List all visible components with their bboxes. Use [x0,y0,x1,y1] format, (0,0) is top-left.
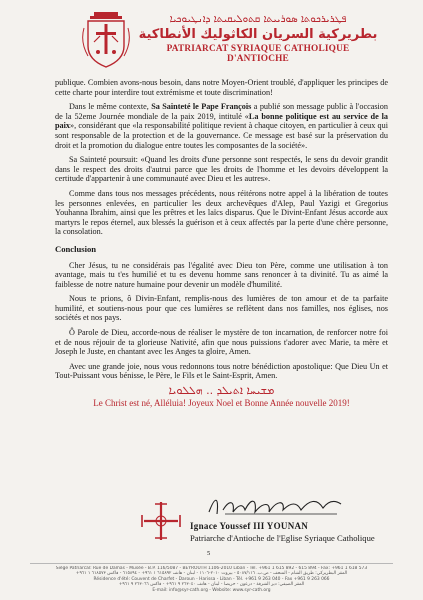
page-number: 5 [207,550,211,557]
signature-cross-icon [140,500,182,542]
pope-name: Sa Sainteté le Pape François [151,102,252,112]
message-title: La bonne politique est au service de la paix [55,111,388,131]
paragraph-2-b: a publié son message public à l'occasion de la 52eme Journée mondiale de la paix 2019, intitulé « [55,102,388,121]
paragraph-2 [55,102,388,150]
paragraph-5: Cher Jésus, tu ne considérais pas l'égalité avec Dieu ton Père, comme une utilisation à ton avantage, mais tu t'es humilié et tu es devenu homme sans renoncer à ta divinité. Tu as aimé la faiblesse de notre nature humaine pour devenir un modèle d'humilité. [55,260,388,289]
signatory-title: Patriarche d'Antioche de l'Eglise Syriaque Catholique [190,533,375,543]
letterhead-arabic: بطريركية السريان الكاثوليك الأنطاكية [138,27,378,42]
letter-body [55,78,388,412]
conclusion-heading: Conclusion [55,243,97,254]
footer-divider [30,563,393,564]
paragraph-2-c: », considérant que «la responsabilité politique revient à chaque citoyen, en particulier à ceux qui sont responsable de la protection et de la gouvernance. Ce message est basé sur la préservation du droit et la promotion du dialogue entre toutes les composantes de la société». [55,121,388,150]
footer-line-4: المقر الصيفي: دير الشرفة - درعون - حريصا - لبنان - هاتف ٢٦٣٠٤٠ ٩ ٩٦١+ - فاكس ٢٦٣٠٦٦ ٩ ٩٦١+ [118,582,305,588]
footer-line-3: Résidence d'été: Couvent de Charfet - Daroun - Harissa - Liban - Tél. +961 9 263 040 - Fax +961 9 263 066 [93,576,330,582]
paragraph-7: Ô Parole de Dieu, accorde-nous de réaliser le mystère de ton incarnation, de renforcer notre foi et de nous réjouir de ta glorieuse Nativité, afin que nous puissions t'adorer avec Marie, ta mère et Joseph le Juste, en chantant avec les Anges ta gloire, Amen. [55,328,388,357]
signatory-name: Ignace Youssef III YOUNAN [190,521,309,531]
paragraph-2-a: Dans le même contexte, [69,102,152,112]
footer-line-2: المقر البطريركي: طريق الشام - المتحف - ص.ب. ٥٠٨٧/١١٦ - بيروت ٢٠١٠-١١٠٦ - لبنان - هاتف ٦١٥٨٩٢ ١ ٩٦١+ - ٦١٥٨٩٤ - فاكس ٦١٨٥٧٣ ١ ٩٦١+ [75,571,348,577]
patriarchal-crest-icon [80,12,132,70]
letterhead-latin: PATRIARCAT SYRIAQUE CATHOLIQUE D'ANTIOCHE [166,44,350,64]
paragraph-8: Avec une grande joie, nous vous redonnons tous notre bénédiction apostolique: Que Dieu Un et Tout-Puissant vous bénisse, le Père, le Fils et le Saint-Esprit, Amen. [55,361,388,381]
paragraph-6: Nous te prions, ô Divin-Enfant, remplis-nous des lumières de ton amour et de ta parfaite humilité, et soutiens-nous pour que ces lumières se reflètent dans nos familles, nos églises, nos sociétés et nos pays. [55,294,388,323]
footer-line-1: Siège Patriarcal: Rue de Damas - Musée - B.P. 116/5087 - BEYROUTH 1106-2010 Liban - Tél. +961 1 615 892 - 615 894 - Fax: +961 1 618 573 [55,566,368,571]
letterhead-syriac: ܦܛܪܝܪܟܘܬܐ ܣܘܪܝܝܬܐ ܩܬܘܠܝܩܝܬܐ ܕܐܢܛܝܘܟܝܐ [169,14,347,25]
paragraph-3: Sa Sainteté poursuit: «Quand les droits d'une personne sont respectés, le sens du devoir grandit dans le respect des droits d'autrui parce que les droits de l'homme et les devoirs développent la certitude d'appartenir à une communauté avec Dieu et les autres». [55,155,388,184]
paragraph-4: Comme dans tous nos messages précédents, nous réitérons notre appel à la libération de toutes les personnes enlevées, en particulier les deux archevêques d'Alep, Paul Yazigi et Gregorius Youhanna Ibrahim, ainsi que les prêtres et les laïcs disparus. Que le Divint-Enfant Jésus accorde aux martyrs le repos éternel, aux blessés la guérison et à ceux affectés par la perte d'une chère personne, la consolation. [55,188,388,237]
syriac-greeting: ܡܫܝܚܐ ܐܬܝܠܕ .. ܗܠܠܘܝܐ [168,384,275,398]
footer-line-5: E-mail: info@syr-cath.org - Website: www.syr-cath.org [152,587,271,593]
paragraph-1: publique. Combien avons-nous besoin, dans notre Moyen-Orient troublé, d'appliquer les principes de cette charte pour interdire tout extrémisme et toute discrimination! [55,78,388,97]
letterhead [138,14,378,64]
letter-footer [30,566,393,593]
handwritten-signature-icon [205,494,345,518]
christmas-greeting: Le Christ est né, Alléluia! Joyeux Noel et Bonne Année nouvelle 2019! [93,397,350,408]
